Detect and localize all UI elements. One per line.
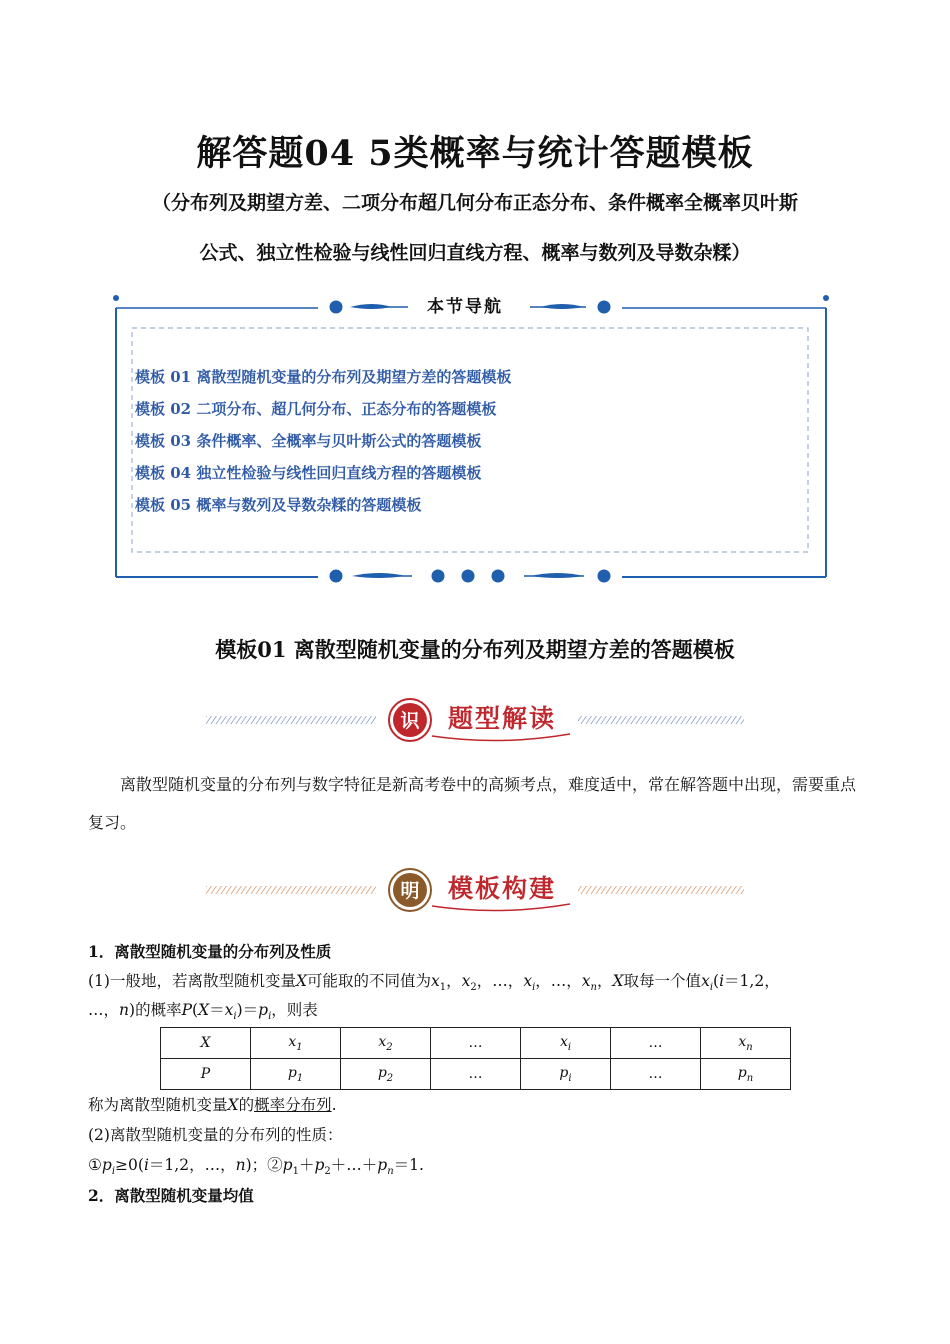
table-cell: … <box>611 1028 701 1059</box>
table-cell: $x_n$ <box>701 1028 791 1059</box>
table-row <box>161 1028 791 1059</box>
banner-text: 题型解读 <box>447 704 557 733</box>
text-fragment: . <box>331 1096 337 1114</box>
nav-item-template-03[interactable]: 模板 03 条件概率、全概率与贝叶斯公式的答题模板 <box>135 432 482 450</box>
banner-stripe-left <box>206 886 376 894</box>
subtitle-line-2: 公式、独立性检验与线性回归直线方程、概率与数列及导数杂糅） <box>199 242 751 264</box>
nav-bottom-border <box>116 570 826 583</box>
after-table-line <box>88 1093 337 1115</box>
badge-text: 识 <box>400 710 420 732</box>
table-cell: $p_i$ <box>521 1059 611 1090</box>
table-cell: $p_2$ <box>341 1059 431 1090</box>
text-fragment: 取每一个值 <box>623 972 702 990</box>
table-cell: P <box>161 1059 251 1090</box>
table-cell: X <box>161 1028 251 1059</box>
table-cell: … <box>431 1028 521 1059</box>
table-row <box>161 1059 791 1090</box>
heading-expectation: 2．离散型随机变量均值 <box>88 1186 254 1205</box>
nav-item-template-01[interactable]: 模板 01 离散型随机变量的分布列及期望方差的答题模板 <box>135 368 512 386</box>
table-cell: … <box>431 1059 521 1090</box>
text-fragment: 称为离散型随机变量 <box>88 1096 228 1114</box>
table-cell: $x_i$ <box>521 1028 611 1059</box>
banner-stripe-right <box>578 716 744 724</box>
section-title: 模板01 离散型随机变量的分布列及期望方差的答题模板 <box>215 637 735 662</box>
text-fragment: 的概率 <box>135 1001 182 1019</box>
badge-text: 明 <box>400 880 420 902</box>
text-fragment: 的 <box>238 1096 255 1114</box>
var-X: X <box>295 972 308 990</box>
subtitle-line-1: （分布列及期望方差、二项分布超几何分布正态分布、条件概率全概率贝叶斯 <box>151 192 798 214</box>
nav-item-template-02[interactable]: 模板 02 二项分布、超几何分布、正态分布的答题模板 <box>135 400 497 418</box>
text-fragment: ，则表 <box>271 1001 318 1019</box>
banner-template-build <box>200 866 750 916</box>
distribution-table <box>160 1027 791 1090</box>
properties-formula: $①p_i\ge 0(i=1,2$，…，n)；$②p_1+p_2+\dots+p_n=1$. <box>88 1156 424 1178</box>
var-X: X <box>612 972 624 990</box>
definition-line-2: …，n)的概率$P(X=x_i)=p_i$，则表 <box>88 1001 318 1023</box>
nav-item-template-05[interactable]: 模板 05 概率与数列及导数杂糅的答题模板 <box>135 496 422 514</box>
heading-distribution-properties: 1．离散型随机变量的分布列及性质 <box>88 942 332 961</box>
banner-question-type <box>200 696 750 746</box>
var-X: X <box>227 1096 239 1114</box>
definition-line-1: (1)一般地，若离散型随机变量X可能取的不同值为$x_1$，$x_2$，…，$x_i$，…，$x_n$，X取每一个值$x_i(i=1,2$， <box>88 972 780 994</box>
nav-title: 本节导航 <box>427 297 503 317</box>
table-cell: $x_2$ <box>341 1028 431 1059</box>
properties-heading: (2)离散型随机变量的分布列的性质： <box>88 1126 343 1144</box>
banner-stripe-right <box>578 886 744 894</box>
banner-stripe-left <box>206 716 376 724</box>
page-title: 解答题04 5类概率与统计答题模板 <box>196 133 754 174</box>
table-cell: $p_n$ <box>701 1059 791 1090</box>
text-fragment: (1)一般地，若离散型随机变量 <box>88 972 296 990</box>
table-cell: $x_1$ <box>251 1028 341 1059</box>
probability-distribution-link[interactable]: 概率分布列 <box>254 1096 332 1114</box>
nav-list <box>135 365 511 525</box>
text-fragment: 可能取的不同值为 <box>307 972 432 990</box>
nav-item-template-04[interactable]: 模板 04 独立性检验与线性回归直线方程的答题模板 <box>135 464 482 482</box>
intro-paragraph: 离散型随机变量的分布列与数字特征是新高考卷中的高频考点，难度适中，常在解答题中出现，需要重点复习。 <box>88 775 857 832</box>
banner-text: 模板构建 <box>447 874 557 903</box>
table-cell: … <box>611 1059 701 1090</box>
table-cell: $p_1$ <box>251 1059 341 1090</box>
